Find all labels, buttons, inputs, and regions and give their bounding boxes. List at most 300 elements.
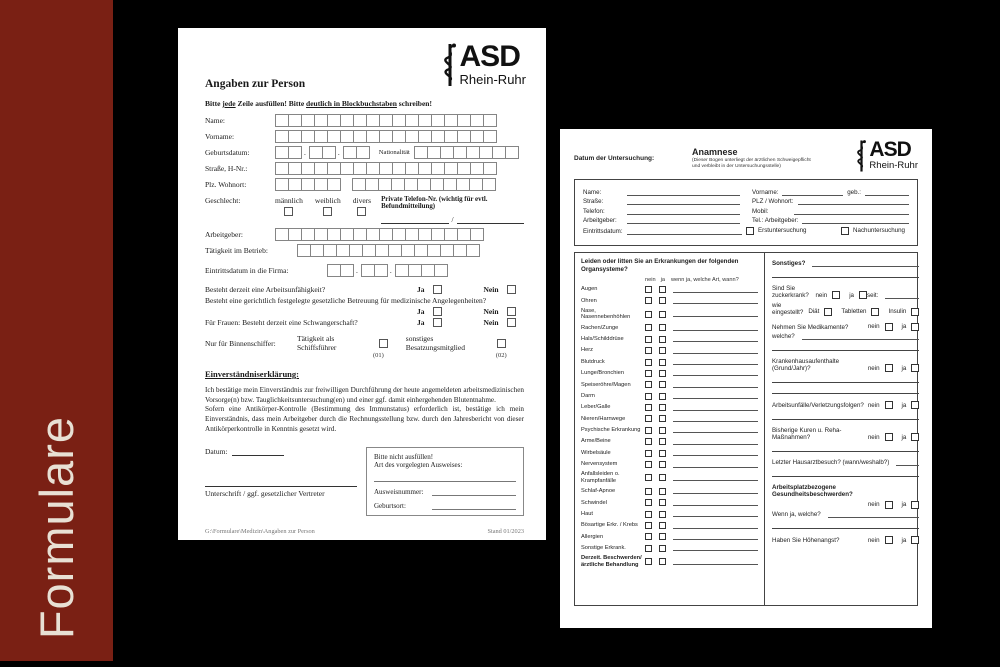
ja-checkbox[interactable] [659,427,666,434]
sonstiges-input-line[interactable] [812,261,919,267]
grid-cell[interactable] [430,178,444,191]
wenn-ja-input-line[interactable] [828,512,920,518]
welche-label: welche? [772,333,795,341]
grid-cell[interactable] [343,146,357,159]
grid-cell[interactable] [314,178,328,191]
answer-line[interactable] [772,444,919,452]
grid-cell[interactable] [457,130,471,143]
mobil-input-line[interactable] [794,208,909,215]
grid-cell[interactable] [327,162,341,175]
answer-line[interactable] [673,488,758,494]
ja-checkbox[interactable] [659,438,666,445]
ja-checkbox[interactable] [659,499,666,506]
contact-row [583,208,909,215]
ja-checkbox[interactable] [659,324,666,331]
grid-cell[interactable] [314,114,328,127]
grid-cell[interactable] [301,162,315,175]
answer-line[interactable] [673,311,758,317]
grid-cell[interactable] [479,146,493,159]
answer-line[interactable] [673,450,758,456]
grid-cell[interactable] [378,178,392,191]
wohnort-boxes [352,178,495,191]
grid-cell[interactable] [392,228,406,241]
nein-checkbox[interactable] [885,323,893,331]
ja-checkbox[interactable] [659,461,666,468]
organ-heading: Leiden oder litten Sie an Erkrankungen der folgenden Organsysteme? [581,257,739,273]
answer-line[interactable] [673,500,758,506]
nein-checkbox[interactable] [645,533,652,540]
grid-cell[interactable] [418,228,432,241]
ja-checkbox[interactable] [659,370,666,377]
nachuntersuchung-checkbox[interactable] [841,227,849,235]
grid-cell[interactable] [327,264,341,277]
nein-checkbox[interactable] [507,285,516,294]
grid-cell[interactable] [440,146,454,159]
logo-brand: ASD [869,138,911,161]
arbeitgeber-input-line[interactable] [627,217,740,224]
grid-cell[interactable] [275,130,289,143]
grid-cell[interactable] [314,228,328,241]
page-angaben-zur-person[interactable] [178,28,546,540]
diaet-checkbox[interactable] [824,308,832,316]
grid-cell[interactable] [466,146,480,159]
organ-row [581,369,758,378]
grid-cell[interactable] [440,244,454,257]
grid-cell[interactable] [421,264,435,277]
nationalitaet-label: Nationalität [378,149,410,156]
nein-checkbox[interactable] [885,536,893,544]
ja-checkbox[interactable] [911,501,919,509]
grid-cell[interactable] [457,162,471,175]
schiffsfuehrer-checkbox[interactable] [379,339,388,348]
organ-label: Allergien [581,533,604,540]
grid-cell[interactable] [275,114,289,127]
grid-cell[interactable] [470,130,484,143]
ja-checkbox[interactable] [659,415,666,422]
organ-row [581,487,758,496]
zuckerkrank-question: Sind Sie zuckerkrank? [772,285,809,300]
grid-cell[interactable] [288,162,302,175]
grid-cell[interactable] [456,178,470,191]
nein-checkbox[interactable] [507,307,516,316]
grid-cell[interactable] [414,146,428,159]
ja-checkbox[interactable] [659,404,666,411]
nein-checkbox[interactable] [645,488,652,495]
grid-cell[interactable] [483,114,497,127]
ja-checkbox[interactable] [659,311,666,318]
ja-checkbox[interactable] [659,474,666,481]
phone-input-line[interactable] [381,215,524,224]
grid-cell[interactable] [408,264,422,277]
krankenhaus-block [772,358,919,394]
eintrittsdatum-field [583,228,742,235]
phone-line-segment[interactable] [457,217,524,224]
grid-cell[interactable] [340,162,354,175]
grid-cell[interactable] [301,178,315,191]
answer-line[interactable] [772,521,919,529]
grid-cell[interactable] [444,130,458,143]
grid-cell[interactable] [444,162,458,175]
nein-checkbox[interactable] [645,415,652,422]
eintritt-label: Eintrittsdatum in die Firma: [205,266,289,275]
datum-label: Datum: [205,446,228,456]
grid-cell[interactable] [469,178,483,191]
grid-cell[interactable] [392,130,406,143]
grid-cell[interactable] [492,146,506,159]
nein-checkbox[interactable] [832,291,840,299]
ja-checkbox[interactable] [911,536,919,544]
gender-option-label: männlich [275,196,303,205]
ja-checkbox[interactable] [659,297,666,304]
signature-input-line[interactable] [205,456,357,487]
grid-cell[interactable] [404,178,418,191]
nein-checkbox[interactable] [645,404,652,411]
grid-cell[interactable] [288,130,302,143]
sonstiges-label: Sonstiges? [772,260,806,268]
grid-cell[interactable] [427,244,441,257]
ausweis-box [366,447,524,516]
grid-cell[interactable] [275,178,289,191]
grid-cell[interactable] [327,130,341,143]
grid-cell[interactable] [379,114,393,127]
grid-cell[interactable] [392,162,406,175]
answer-line[interactable] [772,469,919,477]
grid-cell[interactable] [427,146,441,159]
nein-checkbox[interactable] [645,427,652,434]
nein-checkbox[interactable] [645,286,652,293]
ja-checkbox[interactable] [911,364,919,372]
unterschrift-label: Unterschrift / ggf. gesetzlicher Vertreter [205,488,325,498]
vorname-input-line[interactable] [782,189,843,196]
grid-cell[interactable] [483,130,497,143]
answer-line[interactable] [772,343,919,351]
nein-checkbox[interactable] [645,370,652,377]
grid-cell[interactable] [505,146,519,159]
sidebar-title: Formulare [30,415,83,639]
datum-input-line[interactable] [232,449,284,456]
nein-checkbox[interactable] [507,318,516,327]
grid-cell[interactable] [405,162,419,175]
ja-label: Ja [417,285,425,294]
grid-cell[interactable] [361,264,375,277]
maennlich-checkbox[interactable] [284,207,293,216]
grid-cell[interactable] [340,228,354,241]
grid-cell[interactable] [483,162,497,175]
nein-checkbox[interactable] [645,336,652,343]
grid-cell[interactable] [482,178,496,191]
nein-label: Nein [483,318,499,327]
answer-line[interactable] [673,298,758,304]
geb-label: geb.: [847,188,861,196]
grid-cell[interactable] [297,244,311,257]
tabletten-checkbox[interactable] [871,308,879,316]
grid-cell[interactable] [395,264,409,277]
grid-cell[interactable] [392,114,406,127]
answer-line[interactable] [673,511,758,517]
answer-line[interactable] [772,412,919,420]
grid-cell[interactable] [340,114,354,127]
gender-option-divers [353,196,371,224]
grid-cell[interactable] [314,130,328,143]
grid-cell[interactable] [309,146,323,159]
grid-cell[interactable] [366,162,380,175]
taetigkeit-label: Tätigkeit im Betrieb: [205,246,268,255]
grid-cell[interactable] [288,228,302,241]
grid-cell[interactable] [431,228,445,241]
grid-cell[interactable] [366,228,380,241]
hausarzt-input-line[interactable] [896,460,919,466]
ja-checkbox[interactable] [433,307,442,316]
grid-cell[interactable] [353,130,367,143]
organ-label: Anfallsleiden o. Krampfanfälle [581,471,620,484]
nein-checkbox[interactable] [885,364,893,372]
grid-cell[interactable] [275,228,289,241]
ja-checkbox[interactable] [659,450,666,457]
answer-line[interactable] [673,287,758,293]
answer-line[interactable] [673,405,758,411]
grid-cell[interactable] [352,178,366,191]
grid-cell[interactable] [374,264,388,277]
tel-arbeitgeber-input-line[interactable] [802,217,909,224]
grid-cell[interactable] [301,130,315,143]
grid-cell[interactable] [431,114,445,127]
grid-cell[interactable] [349,244,363,257]
nein-checkbox[interactable] [645,359,652,366]
grid-cell[interactable] [418,130,432,143]
grid-cell[interactable] [275,146,289,159]
divers-checkbox[interactable] [357,207,366,216]
organ-row [581,346,758,355]
ja-checkbox[interactable] [659,393,666,400]
nein-checkbox[interactable] [885,501,893,509]
ja-checkbox[interactable] [659,347,666,354]
nein-checkbox[interactable] [645,438,652,445]
nein-checkbox[interactable] [645,324,652,331]
ja-checkbox[interactable] [433,285,442,294]
grid-cell[interactable] [366,114,380,127]
answer-line[interactable] [673,382,758,388]
ja-checkbox[interactable] [911,433,919,441]
grid-cell[interactable] [365,178,379,191]
besatzungsmitglied-checkbox[interactable] [497,339,506,348]
answer-line[interactable] [673,348,758,354]
nein-checkbox[interactable] [645,347,652,354]
answer-line[interactable] [673,416,758,422]
ja-checkbox[interactable] [659,545,666,552]
ja-checkbox[interactable] [659,336,666,343]
grid-cell[interactable] [288,146,302,159]
answer-line[interactable] [673,534,758,540]
answer-line[interactable] [673,475,758,481]
anamnese-header [574,139,918,173]
geb-input-line[interactable] [865,189,909,196]
grid-cell[interactable] [379,162,393,175]
answer-line[interactable] [673,545,758,551]
grid-cell[interactable] [457,228,471,241]
ja-checkbox[interactable] [659,381,666,388]
nein-checkbox[interactable] [645,450,652,457]
grid-cell[interactable] [340,264,354,277]
answer-line[interactable] [673,370,758,376]
grid-cell[interactable] [366,130,380,143]
welche-input-line[interactable] [802,334,920,340]
grid-cell[interactable] [418,114,432,127]
vorname-boxes [275,130,496,143]
grid-cell[interactable] [288,114,302,127]
grid-cell[interactable] [444,228,458,241]
tabletten-label: Tabletten [841,308,867,316]
answer-line[interactable] [673,523,758,529]
aesculapius-staff-icon [854,139,869,173]
insulin-checkbox[interactable] [911,308,919,316]
grid-cell[interactable] [314,162,328,175]
grid-cell[interactable] [453,146,467,159]
weiblich-checkbox[interactable] [323,207,332,216]
grid-cell[interactable] [466,244,480,257]
ja-checkbox[interactable] [659,511,666,518]
nein-checkbox[interactable] [645,393,652,400]
grid-cell[interactable] [405,228,419,241]
grid-cell[interactable] [453,244,467,257]
ja-checkbox[interactable] [659,522,666,529]
ja-checkbox[interactable] [433,318,442,327]
grid-cell[interactable] [434,264,448,277]
ausweisnummer-line[interactable] [432,489,516,496]
grid-cell[interactable] [322,146,336,159]
grid-cell[interactable] [443,178,457,191]
grid-cell[interactable] [417,178,431,191]
answer-line[interactable] [673,393,758,399]
grid-cell[interactable] [310,244,324,257]
code-02: (02) [495,352,507,359]
grid-cell[interactable] [391,178,405,191]
answer-line[interactable] [772,386,919,394]
grid-cell[interactable] [301,114,315,127]
ja-checkbox[interactable] [659,558,666,565]
grid-cell[interactable] [356,146,370,159]
answer-line[interactable] [673,427,758,433]
answer-line[interactable] [673,462,758,468]
ja-checkbox[interactable] [659,533,666,540]
organ-label: Leber/Galle [581,404,611,411]
phone-line-segment[interactable] [381,217,448,224]
grid-cell[interactable] [327,178,341,191]
date-separator: . [356,266,358,275]
grid-cell[interactable] [301,228,315,241]
geburtsort-line[interactable] [432,503,516,510]
grid-cell[interactable] [405,114,419,127]
grid-cell[interactable] [379,130,393,143]
organ-label: Bösartige Erkr. / Krebs [581,522,638,529]
grid-cell[interactable] [353,228,367,241]
nein-ja-group [868,401,920,409]
question-text: Besteht eine gerichtlich festgelegte gesetzliche Betreuung für medizinische Angelegenheiten? [205,296,487,305]
ja-checkbox[interactable] [659,286,666,293]
grid-cell[interactable] [353,114,367,127]
nein-checkbox[interactable] [645,461,652,468]
gender-option-maennlich [275,196,303,224]
nein-checkbox[interactable] [645,499,652,506]
nein-checkbox[interactable] [645,297,652,304]
erstuntersuchung-label: Erstuntersuchung [758,227,807,235]
nein-checkbox[interactable] [645,381,652,388]
organ-label: Nervensystem [581,461,618,468]
organ-label: Ohren [581,297,597,304]
grid-cell[interactable] [418,162,432,175]
answer-line[interactable] [772,375,919,383]
plz-wohnort-input-line[interactable] [798,198,910,205]
field-row-geschlecht [205,196,524,224]
grid-cell[interactable] [401,244,415,257]
asd-logo [440,42,526,88]
nein-checkbox[interactable] [645,311,652,318]
answer-line[interactable] [673,325,758,331]
grid-cell[interactable] [414,244,428,257]
nein-checkbox[interactable] [645,511,652,518]
answer-line[interactable] [772,270,919,278]
nein-checkbox[interactable] [645,558,652,565]
nein-checkbox[interactable] [645,522,652,529]
ja-checkbox[interactable] [859,291,867,299]
erstuntersuchung-checkbox[interactable] [746,227,754,235]
strasse-input-line[interactable] [627,198,740,205]
nein-checkbox[interactable] [645,545,652,552]
ja-checkbox[interactable] [911,323,919,331]
telefon-input-line[interactable] [627,208,740,215]
arbeitsunfaelle-question: Arbeitsunfälle/Verletzungsfolgen? [772,402,864,410]
grid-cell[interactable] [353,162,367,175]
grid-cell[interactable] [405,130,419,143]
grid-cell[interactable] [323,244,337,257]
nein-checkbox[interactable] [645,474,652,481]
name-input-line[interactable] [627,189,740,196]
grid-cell[interactable] [275,162,289,175]
grid-cell[interactable] [327,228,341,241]
answer-line[interactable] [673,439,758,445]
eintrittsdatum-input-line[interactable] [627,228,742,235]
kuren-block [772,427,919,452]
grid-cell[interactable] [336,244,350,257]
ja-checkbox[interactable] [911,401,919,409]
grid-cell[interactable] [457,114,471,127]
ausweis-art-line[interactable] [374,473,516,482]
grid-cell[interactable] [340,130,354,143]
grid-cell[interactable] [327,114,341,127]
answer-line[interactable] [673,336,758,342]
grid-cell[interactable] [470,228,484,241]
grid-cell[interactable] [431,162,445,175]
ja-checkbox[interactable] [659,359,666,366]
nein-checkbox[interactable] [885,401,893,409]
nein-label: nein [867,401,880,409]
nein-checkbox[interactable] [885,433,893,441]
grid-cell[interactable] [375,244,389,257]
grid-cell[interactable] [288,178,302,191]
answer-line[interactable] [673,559,758,565]
grid-cell[interactable] [470,114,484,127]
organ-label: Psychische Erkrankung [581,427,641,434]
grid-cell[interactable] [444,114,458,127]
grid-cell[interactable] [362,244,376,257]
grid-cell[interactable] [470,162,484,175]
grid-cell[interactable] [431,130,445,143]
ja-checkbox[interactable] [659,488,666,495]
answer-line[interactable] [673,359,758,365]
seit-input-line[interactable] [885,293,919,299]
page-anamnese[interactable] [560,129,932,628]
grid-cell[interactable] [388,244,402,257]
grid-cell[interactable] [379,228,393,241]
